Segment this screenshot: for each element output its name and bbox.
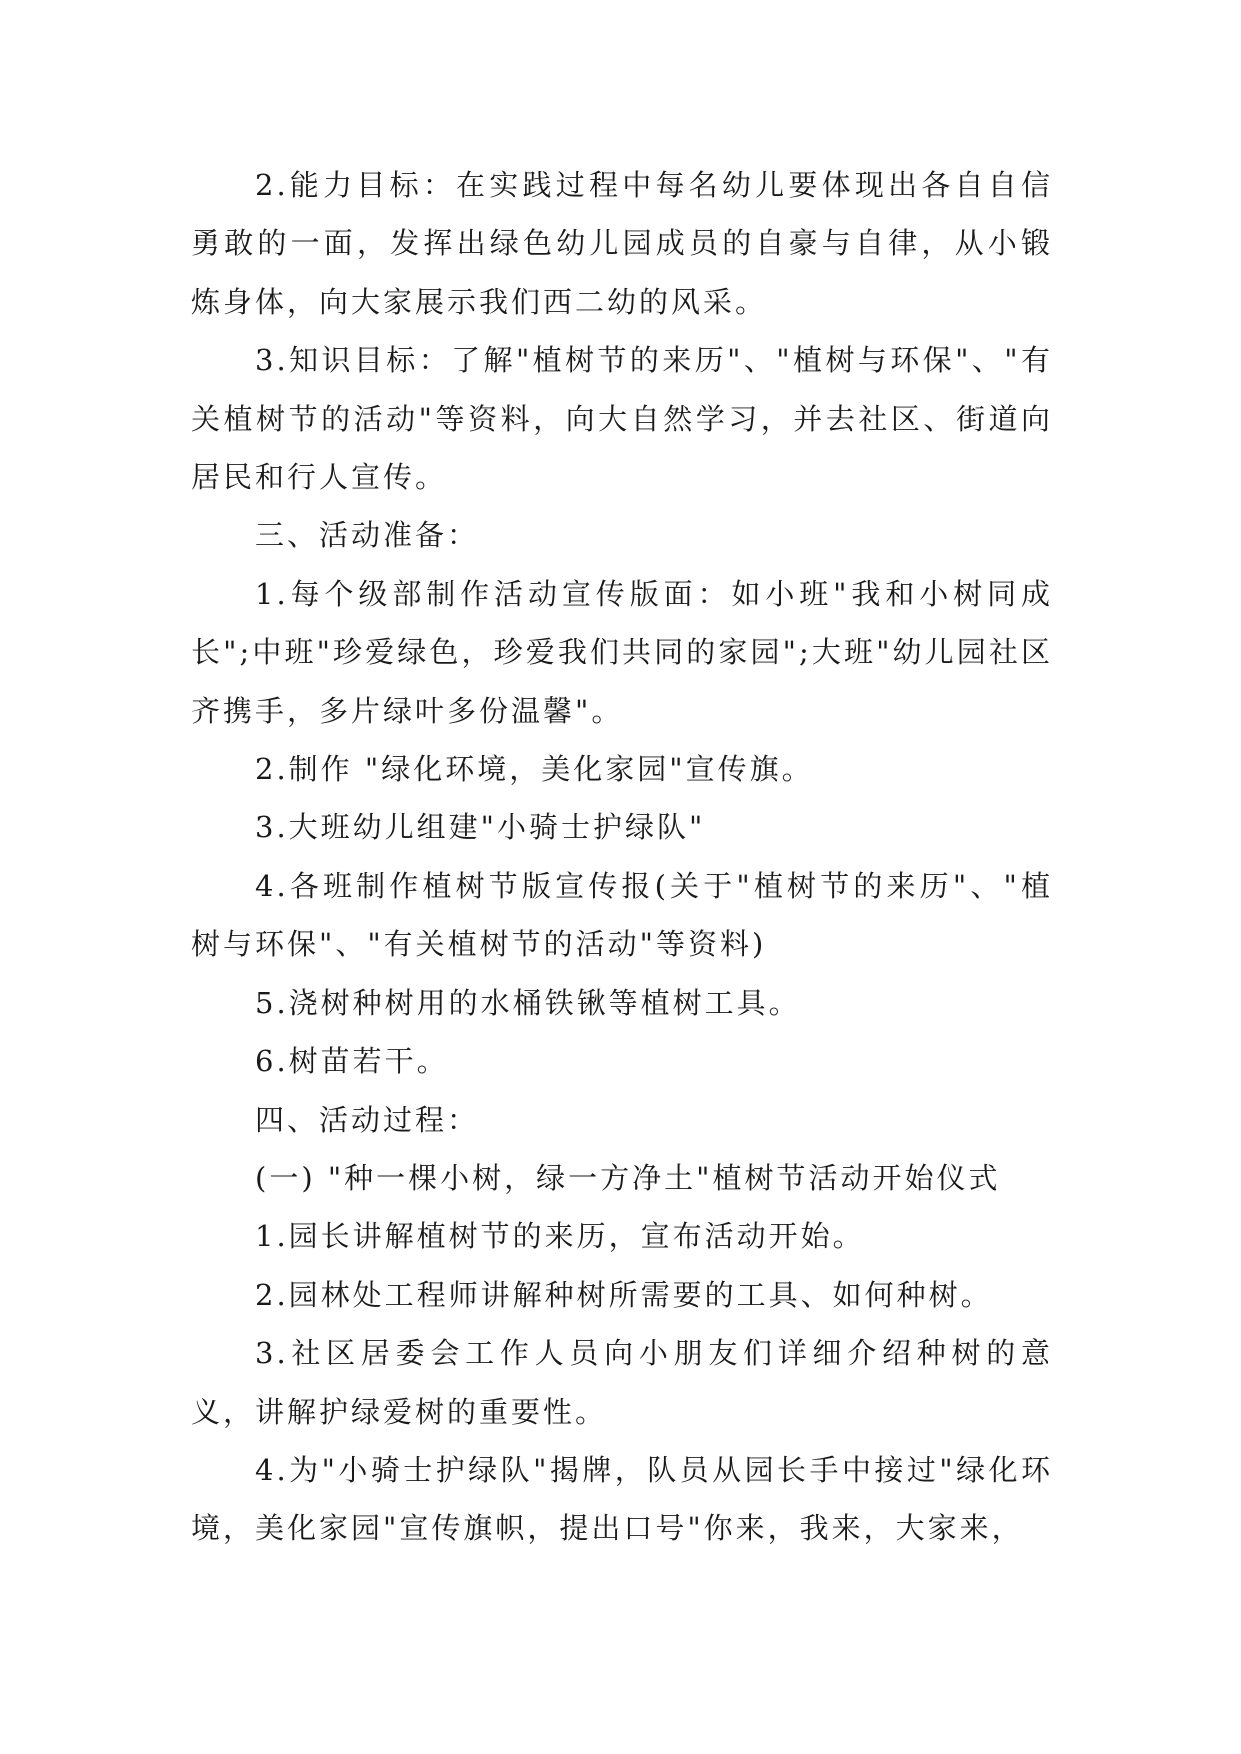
- subsection-heading-opening: (一) "种一棵小树，绿一方净土"植树节活动开始仪式: [255, 1160, 1001, 1195]
- paragraph-process-3: 3.社区居委会工作人员向小朋友们详细介绍种树的意义，讲解护绿爱树的重要性。: [191, 1336, 1053, 1429]
- paragraph-process-4: 4.为"小骑士护绿队"揭牌，队员从园长手中接过"绿化环境，美化家园"宣传旗帜，提出口号"你来，我来，大家来，: [191, 1452, 1053, 1546]
- paragraph-knowledge-goal: 3.知识目标：了解"植树节的来历"、"植树与环保"、"有关植树节的活动"等资料，向大自然学习，并去社区、街道向居民和行人宣传。: [191, 343, 1053, 495]
- paragraph-process-2: 2.园林处工程师讲解种树所需要的工具、如何种树。: [255, 1277, 993, 1312]
- paragraph-prep-2: 2.制作 "绿化环境，美化家园"宣传旗。: [255, 752, 814, 787]
- document-body: [191, 156, 1053, 1558]
- section-heading-process: 四、活动过程：: [255, 1102, 480, 1137]
- paragraph-prep-3: 3.大班幼儿组建"小骑士护绿队": [255, 810, 706, 845]
- paragraph-prep-4: 4.各班制作植树节版宣传报(关于"植树节的来历"、"植树与环保"、"有关植树节的活动"等资料): [191, 868, 1053, 962]
- paragraph-process-1: 1.园长讲解植树节的来历，宣布活动开始。: [255, 1219, 865, 1254]
- paragraph-prep-1: 1.每个级部制作活动宣传版面：如小班"我和小树同成长";中班"珍爱绿色，珍爱我们共同的家园";大班"幼儿园社区齐携手，多片绿叶多份温馨"。: [191, 576, 1053, 728]
- paragraph-ability-goal: 2.能力目标：在实践过程中每名幼儿要体现出各自自信勇敢的一面，发挥出绿色幼儿园成员的自豪与自律，从小锻炼身体，向大家展示我们西二幼的风采。: [191, 168, 1053, 319]
- paragraph-prep-6: 6.树苗若干。: [255, 1044, 449, 1079]
- section-heading-preparation: 三、活动准备：: [255, 518, 480, 553]
- paragraph-prep-5: 5.浇树种树用的水桶铁锹等植树工具。: [255, 985, 801, 1020]
